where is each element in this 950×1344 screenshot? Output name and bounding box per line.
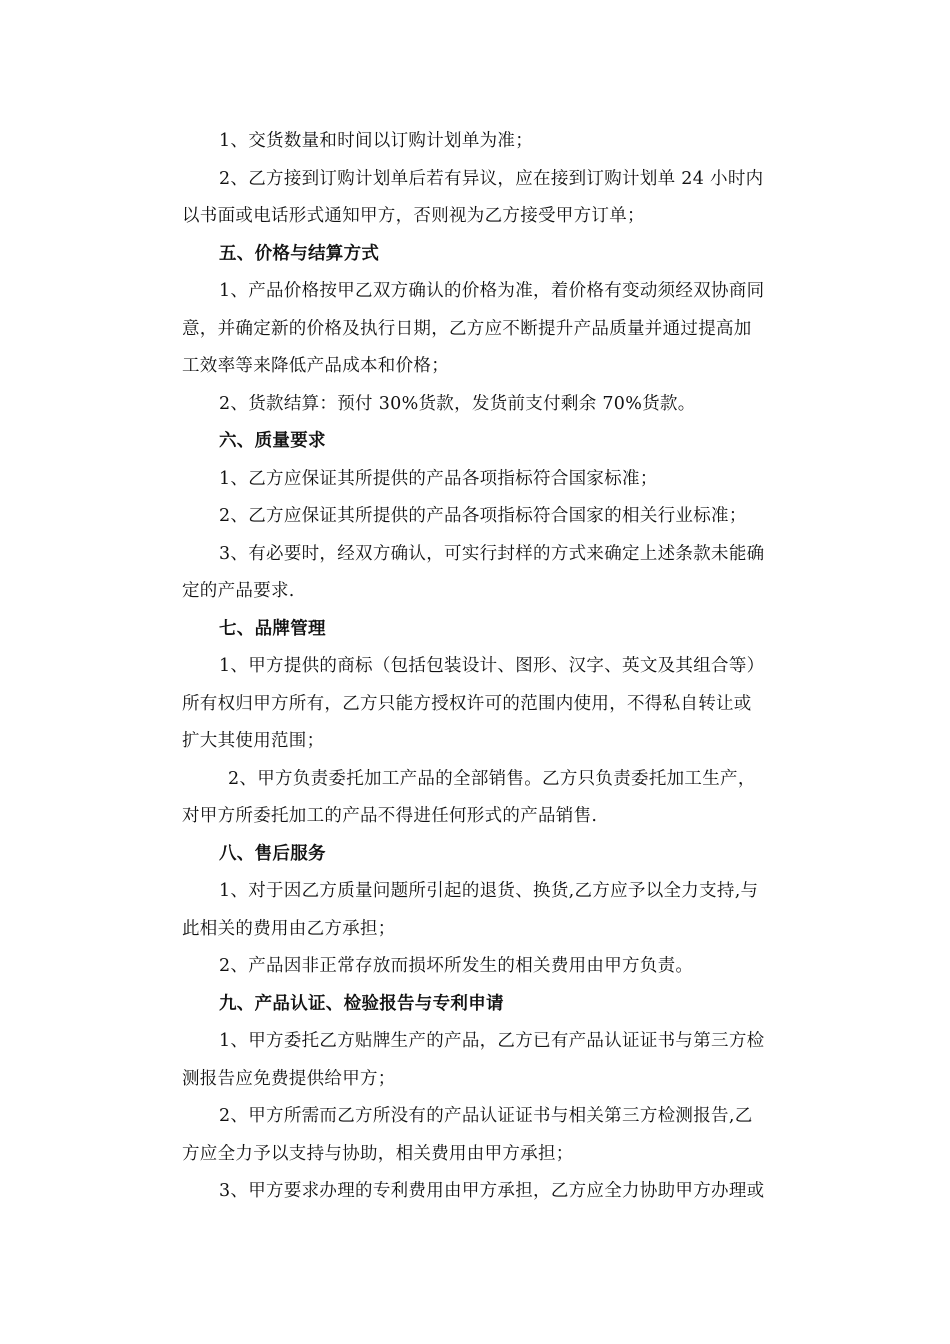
paragraph-line: 以书面或电话形式通知甲方，否则视为乙方接受甲方订单； [182, 206, 645, 226]
paragraph-line: 3、有必要时，经双方确认，可实行封样的方式来确定上述条款未能确 [219, 543, 765, 564]
paragraph-line: 对甲方所委托加工的产品不得进任何形式的产品销售. [182, 806, 598, 826]
paragraph-line: 2、产品因非正常存放而损坏所发生的相关费用由甲方负责。 [219, 956, 694, 976]
section-heading: 七、品牌管理 [219, 618, 326, 639]
paragraph-line: 1、产品价格按甲乙双方确认的价格为准，着价格有变动须经双协商同 [219, 281, 765, 301]
paragraph-line: 2、货款结算：预付 30%货款，发货前支付剩余 70%货款。 [219, 393, 696, 414]
paragraph-line: 工效率等来降低产品成本和价格； [182, 356, 449, 376]
paragraph-line: 定的产品要求. [182, 581, 295, 601]
paragraph-line: 1、甲方委托乙方贴牌生产的产品，乙方已有产品认证证书与第三方检 [219, 1031, 765, 1051]
paragraph-line: 2、甲方负责委托加工产品的全部销售。乙方只负责委托加工生产， [228, 768, 756, 789]
document-body [182, 123, 812, 1211]
paragraph-line: 1、对于因乙方质量问题所引起的退货、换货,乙方应予以全力支持,与 [219, 881, 759, 901]
paragraph-line: 意，并确定新的价格及执行日期，乙方应不断提升产品质量并通过提高加 [182, 318, 752, 339]
paragraph-line: 1、交货数量和时间以订购计划单为准； [219, 131, 534, 151]
paragraph-line: 所有权归甲方所有，乙方只能方授权许可的范围内使用，不得私自转让或 [182, 693, 752, 714]
section-heading: 五、价格与结算方式 [219, 243, 380, 264]
section-heading: 九、产品认证、检验报告与专利申请 [219, 993, 504, 1014]
section-heading: 八、售后服务 [219, 843, 326, 864]
paragraph-line: 扩大其使用范围； [182, 731, 325, 751]
paragraph-line: 测报告应免费提供给甲方； [182, 1068, 396, 1089]
section-heading: 六、质量要求 [219, 431, 326, 451]
paragraph-line: 3、甲方要求办理的专利费用由甲方承担，乙方应全力协助甲方办理或 [219, 1181, 765, 1201]
paragraph-line: 2、乙方应保证其所提供的产品各项指标符合国家的相关行业标准； [219, 506, 747, 526]
paragraph-line: 1、乙方应保证其所提供的产品各项指标符合国家标准； [219, 468, 658, 489]
paragraph-line: 2、甲方所需而乙方所没有的产品认证证书与相关第三方检测报告,乙 [219, 1106, 753, 1126]
paragraph-line: 此相关的费用由乙方承担； [182, 918, 396, 939]
paragraph-line: 2、乙方接到订购计划单后若有异议，应在接到订购计划单 24 小时内 [219, 168, 764, 189]
paragraph-line: 1、甲方提供的商标（包括包装设计、图形、汉字、英文及其组合等） [219, 656, 765, 676]
paragraph-line: 方应全力予以支持与协助，相关费用由甲方承担； [182, 1143, 574, 1164]
